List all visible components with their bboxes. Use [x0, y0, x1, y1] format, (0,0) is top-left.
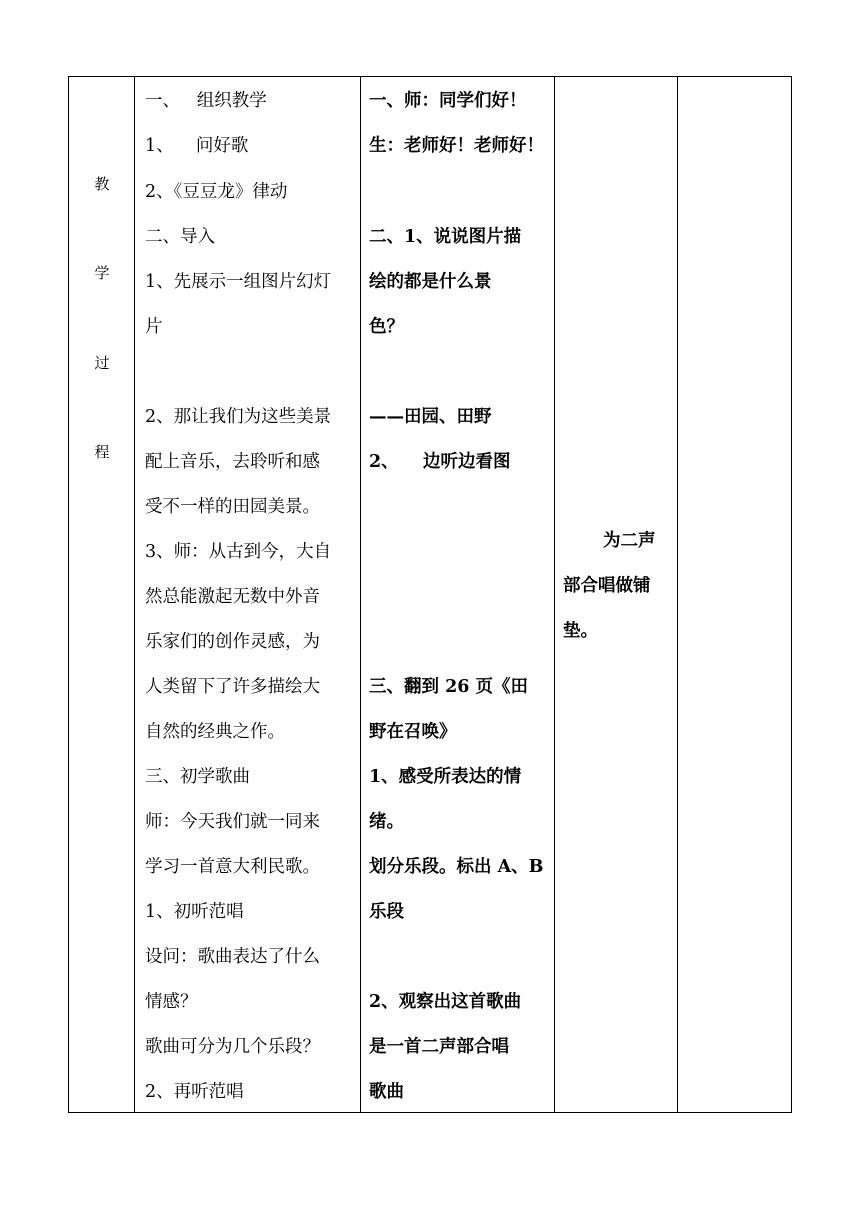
content-line: 自然的经典之作。 [145, 722, 285, 742]
activity-line: 二、1、说说图片描 [369, 227, 522, 247]
student-activity-column [361, 77, 555, 1112]
activity-line: 歌曲 [369, 1082, 404, 1102]
content-line: 歌曲可分为几个乐段？ [145, 1037, 320, 1057]
content-line: 1、先展示一组图片幻灯 [145, 272, 332, 292]
notes-column [678, 77, 792, 1112]
activity-line: 是一首二声部合唱 [369, 1037, 509, 1057]
content-line: 人类留下了许多描绘大 [145, 677, 320, 697]
label-char: 学 [94, 264, 110, 282]
content-line: 情感？ [145, 992, 198, 1012]
activity-line: 生：老师好！老师好！ [369, 136, 544, 156]
content-line: 三、初学歌曲 [145, 767, 250, 787]
activity-line: 野在召唤》 [369, 722, 457, 742]
content-line: 乐家们的创作灵感，为 [145, 632, 320, 652]
intent-line: 垫。 [563, 621, 598, 641]
activity-line: ——田园、田野 [369, 407, 492, 427]
content-line: 学习一首意大利民歌。 [145, 857, 320, 877]
content-line: 2、再听范唱 [145, 1082, 244, 1102]
label-char: 过 [94, 354, 110, 372]
activity-line: 三、翻到 26 页《田 [369, 677, 529, 697]
content-line: 师：今天我们就一同来 [145, 812, 320, 832]
activity-line: 绪。 [369, 812, 404, 832]
content-line: 1、 问好歌 [145, 136, 249, 156]
activity-line: 划分乐段。标出 A、B [369, 857, 544, 877]
intent-line: 为二声 [603, 531, 656, 551]
activity-line: 绘的都是什么景 [369, 272, 492, 292]
label-char: 教 [94, 175, 110, 193]
content-line: 3、师：从古到今，大自 [145, 542, 332, 562]
activity-line: 2、观察出这首歌曲 [369, 992, 522, 1012]
activity-line: 2、 边听边看图 [369, 452, 511, 472]
content-line: 1、初听范唱 [145, 902, 244, 922]
activity-line: 色？ [369, 317, 404, 337]
content-line: 片 [145, 317, 163, 337]
content-line: 二、导入 [145, 227, 215, 247]
activity-line: 1、感受所表达的情 [369, 767, 522, 787]
content-line: 然总能激起无数中外音 [145, 587, 320, 607]
label-char: 程 [94, 443, 110, 461]
design-intent-column [555, 77, 678, 1112]
teaching-content-column [135, 77, 361, 1112]
activity-line: 乐段 [369, 902, 404, 922]
activity-line: 一、师：同学们好！ [369, 91, 527, 111]
content-line: 2、《豆豆龙》律动 [145, 182, 288, 202]
intent-line: 部合唱做铺 [563, 576, 651, 596]
section-label-column [69, 77, 135, 1112]
content-line: 受不一样的田园美景。 [145, 497, 320, 517]
content-line: 2、那让我们为这些美景 [145, 407, 332, 427]
content-line: 配上音乐，去聆听和感 [145, 452, 320, 472]
content-line: 设问：歌曲表达了什么 [145, 947, 320, 967]
lesson-plan-table [68, 76, 792, 1113]
content-line: 一、 组织教学 [145, 91, 267, 111]
